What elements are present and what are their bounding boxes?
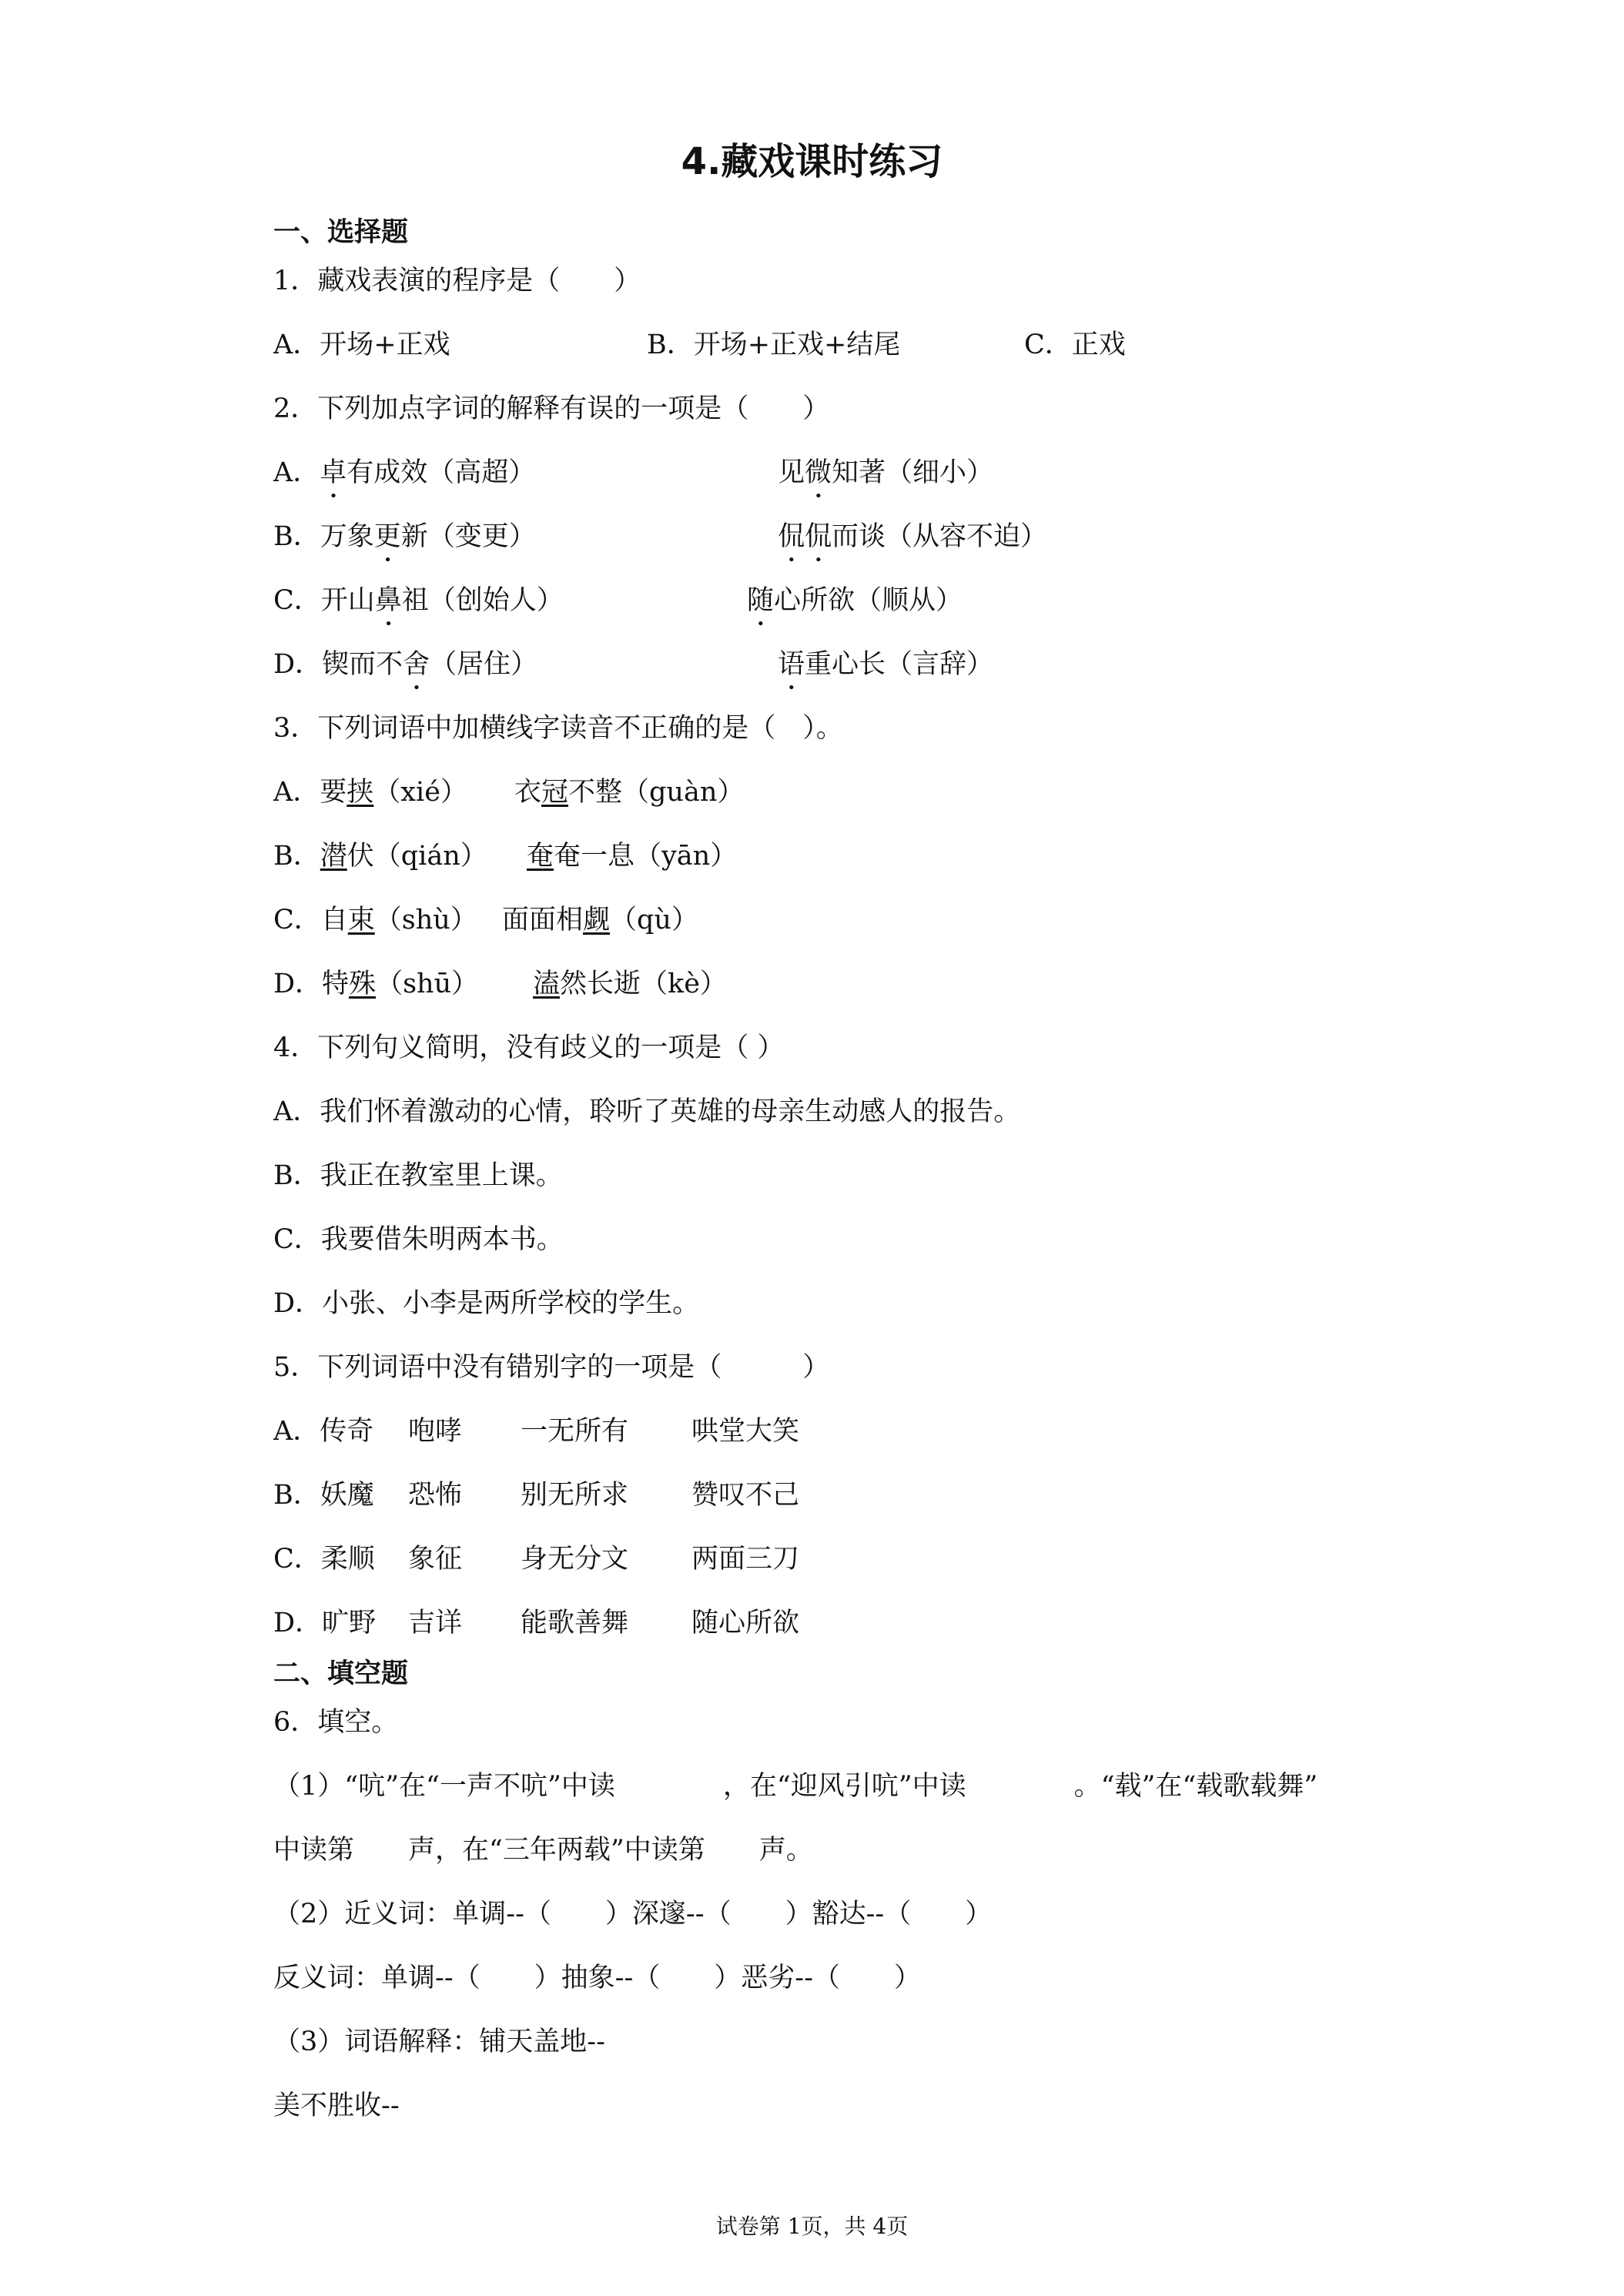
question-2-stem: 2．下列加点字词的解释有误的一项是（ ） (273, 393, 830, 424)
question-3-option-b-1: B．潜伏（qián） (273, 841, 487, 872)
question-4-option-a: A．我们怀着激动的心情，聆听了英雄的母亲生动感人的报告。 (273, 1096, 1021, 1127)
section-heading-choice: 一、选择题 (273, 217, 409, 248)
question-1-option-a: A．开场+正戏 (273, 330, 450, 360)
question-2-option-b-2: 侃侃而谈（从容不迫） (778, 521, 1048, 552)
section-heading-fill: 二、填空题 (273, 1658, 409, 1689)
question-4-option-b: B．我正在教室里上课。 (273, 1160, 563, 1191)
question-5-option-a-1: A．传奇 (273, 1416, 374, 1447)
page-title: 4.藏戏课时练习 (681, 140, 943, 183)
question-5-option-b-2: 恐怖 (408, 1480, 463, 1511)
question-3-option-c-1: C．自束（shù） (273, 905, 477, 935)
question-3-option-a-2: 衣冠不整（guàn） (514, 777, 745, 808)
question-6-part-3-line-1: （3）词语解释：铺天盖地-- (273, 2027, 605, 2057)
question-5-option-c-1: C．柔顺 (273, 1544, 375, 1575)
question-2-option-a-1: A．卓有成效（高超） (273, 457, 536, 488)
question-2-option-d-2: 语重心长（言辞） (778, 649, 994, 680)
question-5-option-b-1: B．妖魔 (273, 1480, 374, 1511)
question-5-option-d-3: 能歌善舞 (521, 1608, 629, 1638)
question-3-option-d-2: 溘然长逝（kè） (533, 969, 727, 999)
question-5-stem: 5．下列词语中没有错别字的一项是（ ） (273, 1352, 830, 1383)
question-6-part-1-line-2: 中读第 声，在“三年两载”中读第 声。 (273, 1835, 813, 1866)
question-2-option-c-2: 随心所欲（顺从） (747, 585, 963, 616)
question-4-option-c: C．我要借朱明两本书。 (273, 1224, 564, 1255)
question-3-option-b-2: 奄奄一息（yān） (527, 841, 738, 872)
question-5-option-b-4: 赞叹不己 (691, 1480, 800, 1511)
question-1-stem: 1．藏戏表演的程序是（ ） (273, 266, 641, 296)
question-5-option-d-1: D．旷野 (273, 1608, 377, 1638)
question-2-option-a-2: 见微知著（细小） (778, 457, 994, 488)
question-5-option-a-4: 哄堂大笑 (691, 1416, 800, 1447)
question-2-option-d-1: D．锲而不舍（居住） (273, 649, 538, 680)
question-5-option-c-4: 两面三刀 (691, 1544, 800, 1575)
question-4-stem: 4．下列句义简明，没有歧义的一项是（ ） (273, 1033, 785, 1063)
question-6-stem: 6．填空。 (273, 1707, 399, 1738)
question-6-part-1-line-1: （1）“吭”在“一声不吭”中读 ，在“迎风引吭”中读 。“载”在“载歌载舞” (273, 1771, 1318, 1802)
question-3-option-c-2: 面面相觑（qù） (502, 905, 698, 935)
question-6-part-2-line-1: （2）近义词：单调--（ ）深邃--（ ）豁达--（ ） (273, 1899, 993, 1930)
question-5-option-b-3: 别无所求 (521, 1480, 629, 1511)
question-6-part-2-line-2: 反义词：单调--（ ）抽象--（ ）恶劣--（ ） (273, 1963, 921, 1993)
question-5-option-d-2: 吉详 (408, 1608, 463, 1638)
question-3-option-a-1: A．要挟（xié） (273, 777, 467, 808)
question-5-option-d-4: 随心所欲 (691, 1608, 800, 1638)
question-4-option-d: D．小张、小李是两所学校的学生。 (273, 1288, 700, 1319)
question-3-option-d-1: D．特殊（shū） (273, 969, 479, 999)
question-6-part-3-line-2: 美不胜收-- (273, 2090, 400, 2121)
question-3-stem: 3．下列词语中加横线字读音不正确的是（ ）。 (273, 713, 843, 744)
question-5-option-c-2: 象征 (408, 1544, 463, 1575)
question-1-option-b: B．开场+正戏+结尾 (647, 330, 901, 360)
question-1-option-c: C．正戏 (1024, 330, 1126, 360)
question-2-option-b-1: B．万象更新（变更） (273, 521, 536, 552)
question-5-option-a-2: 咆哮 (408, 1416, 463, 1447)
question-5-option-a-3: 一无所有 (521, 1416, 629, 1447)
question-2-option-c-1: C．开山鼻祖（创始人） (273, 585, 564, 616)
question-5-option-c-3: 身无分文 (521, 1544, 629, 1575)
page-footer: 试卷第 1页，共 4页 (715, 2214, 909, 2239)
